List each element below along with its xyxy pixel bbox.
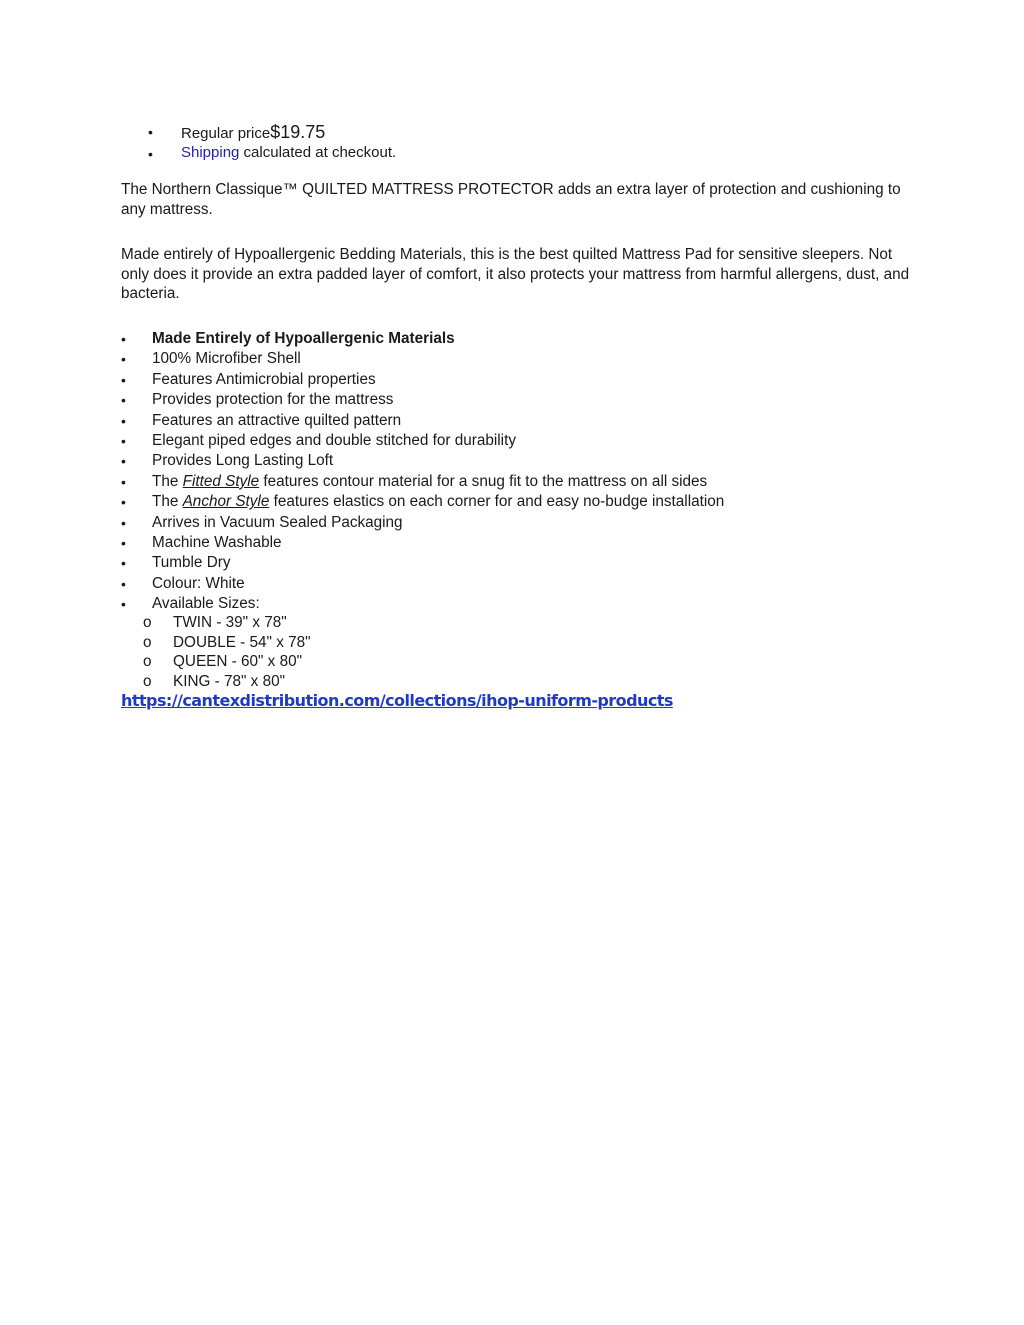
feature-text: Features Antimicrobial properties (152, 370, 376, 388)
bullet-icon: • (121, 596, 126, 613)
feature-text: 100% Microfiber Shell (152, 350, 301, 368)
product-url-link[interactable]: https://cantexdistribution.com/collections/ihop-uniform-products (121, 691, 673, 710)
bullet-icon: • (121, 494, 126, 511)
fitted-style-term: Fitted Style (182, 472, 260, 490)
sub-bullet-icon: o (143, 614, 152, 631)
fitted-rest: features contour material for a snug fit to the mattress on all sides (259, 472, 708, 490)
feature-text: Provides Long Lasting Loft (152, 452, 334, 470)
bullet-icon: • (121, 351, 126, 368)
feature-text: Tumble Dry (152, 554, 231, 572)
anchor-rest: features elastics on each corner for and easy no-budge installation (269, 493, 725, 511)
intro-paragraph: The Northern Classique™ QUILTED MATTRESS PROTECTOR adds an extra layer of protection and cushioning to any mattress. (121, 181, 901, 218)
sub-bullet-icon: o (143, 633, 152, 651)
bullet-icon: • (121, 453, 126, 470)
feature-text: Features an attractive quilted pattern (152, 411, 402, 429)
size-text: DOUBLE - 54" x 78" (173, 633, 311, 651)
bullet-icon: • (121, 534, 126, 551)
bullet-icon: • (121, 575, 126, 592)
feature-text: Machine Washable (152, 533, 282, 551)
regular-price-value: $19.75 (270, 122, 326, 142)
shipping-text: calculated at checkout. (239, 144, 397, 161)
bullet-icon: • (121, 555, 126, 572)
bullet-icon: • (121, 432, 126, 449)
regular-price-label: Regular price (181, 125, 271, 142)
feature-text: Elegant piped edges and double stitched for durability (152, 431, 516, 449)
anchor-style-term: Anchor Style (182, 493, 270, 511)
bullet-icon: • (121, 473, 126, 490)
description-paragraph: Made entirely of Hypoallergenic Bedding Materials, this is the best quilted Mattress Pad for sensitive sleepers. Not only does it provide an extra padded layer of comfort, it also protects your mattress from harmful allergens, dust, and bacteria. (121, 246, 910, 302)
anchor-prefix: The (152, 493, 183, 511)
feature-text: Provides protection for the mattress (152, 391, 394, 409)
fitted-prefix: The (152, 472, 183, 490)
bullet-icon: • (121, 331, 126, 347)
feature-text: Available Sizes: (152, 595, 260, 613)
bullet-icon: • (121, 371, 126, 388)
feature-text: Colour: White (152, 574, 245, 592)
size-text: KING - 78" x 80" (173, 672, 286, 690)
bullet-icon: • (121, 392, 126, 409)
feature-text: Arrives in Vacuum Sealed Packaging (152, 513, 403, 531)
feature-text: Made Entirely of Hypoallergenic Materials (152, 330, 455, 347)
size-text: QUEEN - 60" x 80" (173, 653, 303, 670)
bullet-icon: • (148, 124, 153, 140)
bullet-icon: • (121, 412, 126, 429)
sub-bullet-icon: o (143, 672, 152, 690)
bullet-icon: • (121, 514, 126, 531)
shipping-link[interactable]: Shipping (181, 144, 240, 161)
size-text: TWIN - 39" x 78" (173, 614, 287, 631)
bullet-icon: • (148, 146, 153, 162)
sub-bullet-icon: o (143, 653, 152, 670)
